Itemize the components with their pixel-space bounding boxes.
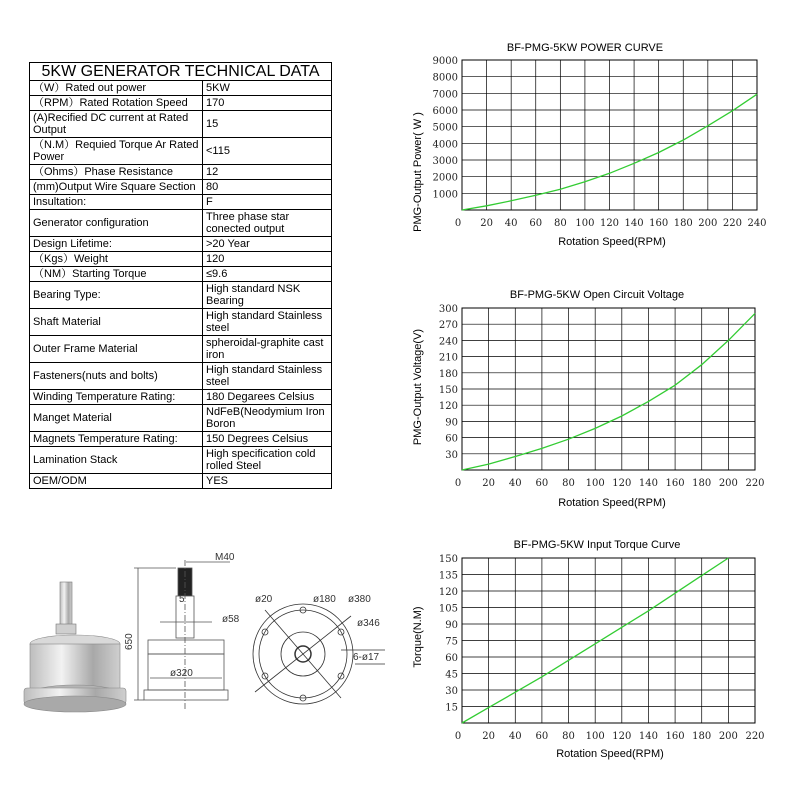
value-cell: >20 Year xyxy=(203,237,332,252)
value-cell: 120 xyxy=(203,252,332,267)
value-cell: 5KW xyxy=(203,81,332,96)
param-cell: （NM）Starting Torque xyxy=(30,267,203,282)
y-tick-label: 1000 xyxy=(432,189,458,201)
param-cell: Lamination Stack xyxy=(30,447,203,474)
dim-d320: ø320 xyxy=(170,668,193,679)
y-tick-label: 240 xyxy=(438,336,458,348)
chart-ylabel: PMG-Output Power( W ) xyxy=(412,112,424,232)
x-tick-label: 140 xyxy=(638,478,659,489)
y-tick-label: 150 xyxy=(438,385,458,396)
y-tick-label: 4000 xyxy=(432,139,458,151)
table-row xyxy=(30,81,332,96)
value-cell: 15 xyxy=(203,111,332,138)
value-cell: F xyxy=(203,195,332,210)
value-cell: NdFeB(Neodymium Iron Boron xyxy=(203,405,332,432)
param-cell: （Kgs）Weight xyxy=(30,252,203,267)
y-tick-label: 120 xyxy=(438,401,458,413)
param-cell: Shaft Material xyxy=(30,309,203,336)
value-cell: Three phase star conected output xyxy=(203,210,332,237)
table-body xyxy=(30,81,332,489)
x-tick-label: 120 xyxy=(599,218,620,229)
table-row xyxy=(30,282,332,309)
table-row xyxy=(30,405,332,432)
chart-title: BF-PMG-5KW Input Torque Curve xyxy=(513,539,681,551)
table-row xyxy=(30,111,332,138)
param-cell: （W）Rated out power xyxy=(30,81,203,96)
table-row xyxy=(30,267,332,282)
y-tick-label: 120 xyxy=(438,587,458,598)
x-tick-label: 60 xyxy=(535,478,549,489)
generator-photo xyxy=(20,580,130,720)
x-tick-label: 40 xyxy=(504,218,518,229)
y-tick-label: 180 xyxy=(438,368,458,380)
chart-xlabel: Rotation Speed(RPM) xyxy=(558,236,666,248)
x-tick-label: 60 xyxy=(529,218,543,229)
value-cell: High standard Stainless steel xyxy=(203,363,332,390)
y-tick-label: 8000 xyxy=(432,72,458,84)
y-tick-label: 3000 xyxy=(432,156,458,167)
chart-xlabel: Rotation Speed(RPM) xyxy=(556,748,664,760)
table-row xyxy=(30,447,332,474)
param-cell: （Ohms）Phase Resistance xyxy=(30,165,203,180)
x-tick-label: 200 xyxy=(698,218,718,229)
y-tick-label: 15 xyxy=(445,702,458,714)
chart-xlabel: Rotation Speed(RPM) xyxy=(558,497,666,509)
param-cell: Generator configuration xyxy=(30,210,203,237)
x-tick-label: 20 xyxy=(482,731,496,742)
x-tick-label: 200 xyxy=(718,478,738,489)
table-row xyxy=(30,390,332,405)
table-row xyxy=(30,165,332,180)
y-tick-label: 300 xyxy=(438,304,458,315)
x-tick-label: 0 xyxy=(454,731,462,742)
param-cell: Bearing Type: xyxy=(30,282,203,309)
value-cell: <115 xyxy=(203,138,332,165)
param-cell: Design Lifetime: xyxy=(30,237,203,252)
value-cell: High standard Stainless steel xyxy=(203,309,332,336)
face-view-drawing xyxy=(245,592,395,717)
x-tick-label: 180 xyxy=(692,478,712,489)
value-cell: 80 xyxy=(203,180,332,195)
param-cell: Fasteners(nuts and bolts) xyxy=(30,363,203,390)
input-torque-chart xyxy=(400,533,780,765)
x-tick-label: 160 xyxy=(665,731,685,742)
value-cell: spheroidal-graphite cast iron xyxy=(203,336,332,363)
x-tick-label: 140 xyxy=(624,218,644,229)
param-cell: （N.M）Requied Torque Ar Rated Power xyxy=(30,138,203,165)
y-tick-label: 5000 xyxy=(432,122,458,134)
x-tick-label: 240 xyxy=(747,218,767,229)
table-row xyxy=(30,138,332,165)
dim-d180: ø180 xyxy=(313,594,336,605)
table-row xyxy=(30,474,332,489)
value-cell: 12 xyxy=(203,165,332,180)
y-tick-label: 9000 xyxy=(432,56,458,67)
x-tick-label: 80 xyxy=(562,478,575,489)
y-tick-label: 90 xyxy=(445,620,458,631)
table-row xyxy=(30,96,332,111)
y-tick-label: 90 xyxy=(445,417,458,429)
y-tick-label: 60 xyxy=(445,653,458,664)
table-row xyxy=(30,309,332,336)
y-tick-label: 2000 xyxy=(432,172,458,184)
x-tick-label: 0 xyxy=(454,218,462,229)
x-tick-label: 80 xyxy=(553,218,567,229)
table-row xyxy=(30,252,332,267)
param-cell: Insultation: xyxy=(30,195,203,210)
power-curve-chart xyxy=(400,38,780,250)
dim-holes: 6-ø17 xyxy=(353,652,380,663)
chart-ylabel: PMG-Output Voltage(V) xyxy=(412,328,424,446)
value-cell: 170 xyxy=(203,96,332,111)
x-tick-label: 140 xyxy=(638,731,659,742)
param-cell: (A)Recified DC current at Rated Output xyxy=(30,111,203,138)
value-cell: ≤9.6 xyxy=(203,267,332,282)
y-tick-label: 105 xyxy=(438,603,458,615)
dim-d380: ø380 xyxy=(348,594,371,605)
chart-ylabel: Torque(N.M) xyxy=(412,606,424,668)
table-row xyxy=(30,195,332,210)
dim-650: 650 xyxy=(124,633,135,650)
x-tick-label: 100 xyxy=(575,218,595,229)
y-tick-label: 30 xyxy=(445,686,458,697)
x-tick-label: 220 xyxy=(745,478,765,489)
x-tick-label: 20 xyxy=(480,218,493,229)
x-tick-label: 220 xyxy=(722,218,742,229)
value-cell: YES xyxy=(203,474,332,489)
y-tick-label: 45 xyxy=(445,669,458,681)
series-line xyxy=(462,313,755,470)
x-tick-label: 40 xyxy=(508,731,522,742)
y-tick-label: 7000 xyxy=(432,89,458,101)
value-cell: 180 Degarees Celsius xyxy=(203,390,332,405)
table-row xyxy=(30,180,332,195)
x-tick-label: 160 xyxy=(665,478,685,489)
x-tick-label: 80 xyxy=(562,731,575,742)
y-tick-label: 6000 xyxy=(432,106,458,117)
value-cell: 150 Degrees Celsius xyxy=(203,432,332,447)
param-cell: Winding Temperature Rating: xyxy=(30,390,203,405)
x-tick-label: 220 xyxy=(745,731,765,742)
x-tick-label: 100 xyxy=(585,731,605,742)
technical-data-table xyxy=(29,62,332,489)
x-tick-label: 180 xyxy=(673,218,693,229)
table-row xyxy=(30,210,332,237)
param-cell: Manget Material xyxy=(30,405,203,432)
dim-d346: ø346 xyxy=(357,618,380,629)
x-tick-label: 160 xyxy=(649,218,669,229)
open-circuit-voltage-chart xyxy=(400,283,780,513)
y-tick-label: 210 xyxy=(438,352,458,364)
param-cell: Outer Frame Material xyxy=(30,336,203,363)
y-tick-label: 150 xyxy=(438,554,458,565)
table-row xyxy=(30,237,332,252)
param-cell: （RPM）Rated Rotation Speed xyxy=(30,96,203,111)
y-tick-label: 75 xyxy=(445,636,458,648)
x-tick-label: 0 xyxy=(454,478,462,489)
dim-m40: M40 xyxy=(215,552,235,563)
y-tick-label: 135 xyxy=(438,570,458,582)
y-tick-label: 60 xyxy=(445,433,458,445)
table-row xyxy=(30,336,332,363)
x-tick-label: 200 xyxy=(718,731,738,742)
x-tick-label: 120 xyxy=(612,731,632,742)
dim-d58: ø58 xyxy=(222,614,240,625)
x-tick-label: 60 xyxy=(535,731,549,742)
value-cell: High standard NSK Bearing xyxy=(203,282,332,309)
param-cell: OEM/ODM xyxy=(30,474,203,489)
table-row xyxy=(30,432,332,447)
y-tick-label: 270 xyxy=(438,320,458,332)
chart-title: BF-PMG-5KW Open Circuit Voltage xyxy=(509,289,685,301)
x-tick-label: 180 xyxy=(692,731,712,742)
x-tick-label: 120 xyxy=(612,478,632,489)
param-cell: Magnets Temperature Rating: xyxy=(30,432,203,447)
dim-d20: ø20 xyxy=(255,594,273,605)
chart-title: BF-PMG-5KW POWER CURVE xyxy=(506,42,664,54)
x-tick-label: 100 xyxy=(585,478,605,489)
table-title: 5KW GENERATOR TECHNICAL DATA xyxy=(30,63,332,81)
dim-d5: 5 xyxy=(179,594,185,605)
side-view-drawing xyxy=(120,550,250,720)
x-tick-label: 20 xyxy=(482,478,496,489)
y-tick-label: 30 xyxy=(445,449,458,461)
param-cell: (mm)Output Wire Square Section xyxy=(30,180,203,195)
table-row xyxy=(30,363,332,390)
value-cell: High specification cold rolled Steel xyxy=(203,447,332,474)
x-tick-label: 40 xyxy=(508,478,522,489)
